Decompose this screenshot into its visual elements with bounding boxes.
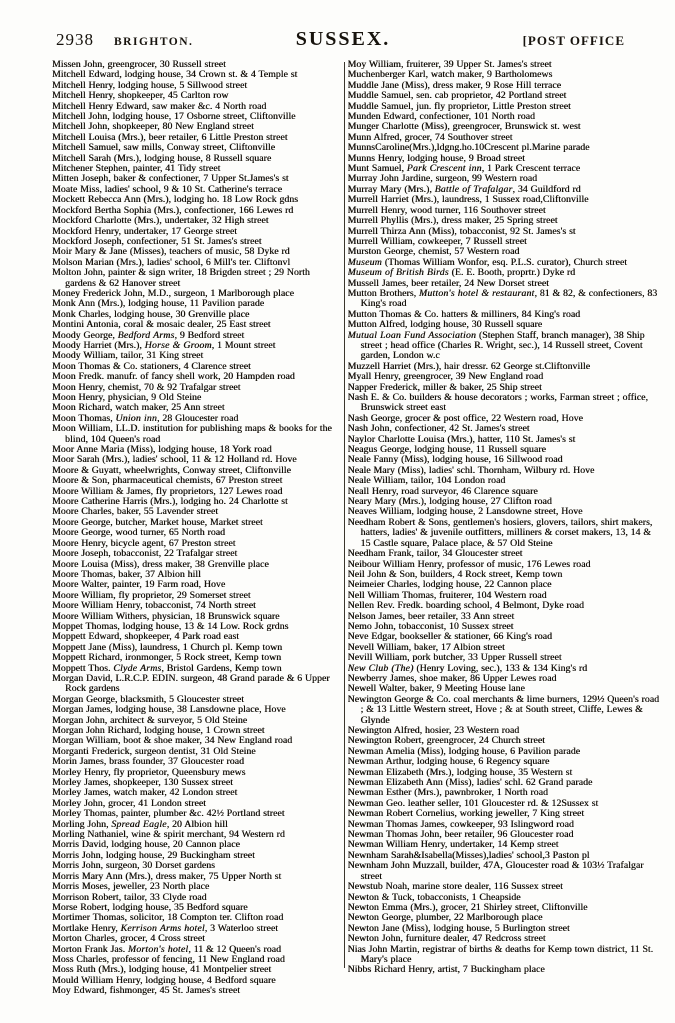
directory-entry: Museum (Thomas William Wonfor, esq. P.L.S. curator), Church street [347, 256, 627, 268]
directory-entry: Moore William & James, fly proprietors, 127 Lewes road [52, 485, 283, 497]
directory-entry: Munns Henry, lodging house, 9 Broad street [347, 152, 525, 164]
directory-entry: Mitchell Samuel, saw mills, Conway street, Cliftonville [52, 142, 276, 154]
directory-entry: Nibbs Richard Henry, artist, 7 Buckingham place [347, 964, 545, 976]
directory-entry: Morgan John Richard, lodging house, 1 Crown street [52, 725, 265, 736]
directory-entry: Mockett Rebecca Ann (Mrs.), lodging ho. 18 Low Rock gdns [52, 194, 299, 206]
directory-entry: Newell Walter, baker, 9 Meeting House lane [347, 683, 525, 695]
directory-entry: Morling Nathaniel, wine & spirit merchant, 94 Western rd [52, 829, 285, 841]
column-divider [344, 62, 345, 968]
directory-entry: Moss Ruth (Mrs.), lodging house, 41 Montpelier street [52, 964, 272, 976]
directory-entry: Murrell Harriet (Mrs.), laundress, 1 Sussex road,Cliftonville [347, 194, 589, 206]
directory-entry: Mitchener Stephen, painter, 41 Tidy street [52, 163, 221, 175]
directory-entry: Newman Elizabeth Ann (Miss), ladies' schl. 62 Grand parade [347, 777, 593, 789]
directory-entry: Morganti Frederick, surgeon dentist, 31 Old Steine [52, 745, 256, 757]
directory-entry: Mitchell Henry, lodging house, 5 Sillwood street [52, 79, 248, 91]
directory-entry: Morgan John, architect & surveyor, 5 Old Steine [52, 714, 248, 726]
directory-entry: Munn Alfred, grocer, 74 Southover street [347, 131, 513, 143]
directory-entry: Mutton Thomas & Co. hatters & milliners, 84 King's road [347, 308, 581, 320]
directory-entry: Mutual Loan Fund Association (Stephen Staff, branch manager), 38 Ship street ; head office (Charles R. Wright, sec.), 14 Russell street, Covent garden, London w.c [347, 329, 645, 362]
directory-entry: Molson Marian (Mrs.), ladies' school, 6 Mill's ter. Cliftonvl [52, 256, 291, 268]
directory-entry: Murston George, chemist, 57 Western road [347, 246, 520, 258]
directory-entry: Mitchell Henry, shopkeeper, 45 Carlton row [52, 90, 229, 102]
directory-entry: Nash George, grocer & post office, 22 Western road, Hove [347, 412, 583, 424]
directory-entry: Nelson James, beer retailer, 33 Ann street [347, 610, 515, 622]
directory-entry: Nell William Thomas, fruiterer, 104 Western road [347, 589, 547, 601]
directory-entry: Mockford Bertha Sophia (Mrs.), confectioner, 166 Lewes rd [52, 204, 294, 216]
directory-entry: Mortlake Henry, Kerrison Arms hotel, 3 Waterloo street [52, 922, 278, 934]
running-title-brighton: BRIGHTON. [114, 36, 194, 48]
directory-entry: Mitchell Sarah (Mrs.), lodging house, 8 Russell square [52, 152, 272, 164]
directory-entry: Newington Alfred, hosier, 23 Western road [347, 725, 520, 736]
directory-entry: Mussell James, beer retailer, 24 New Dorset street [347, 277, 549, 289]
directory-entry: Newton Jane (Miss), lodging house, 5 Burlington street [347, 922, 570, 934]
directory-entry: Newnham Sarah&Isabella(Misses),ladies' school,3 Paston pl [347, 849, 590, 861]
directory-entry: Morris Mary Ann (Mrs.), dress maker, 75 Upper North st [52, 870, 282, 882]
directory-entry: Murray John Jardine, surgeon, 99 Western road [347, 173, 538, 185]
directory-entry: Mould William Henry, lodging house, 4 Bedford square [52, 974, 276, 986]
directory-entry: MunnsCaroline(Mrs.),ldgng.ho.10Crescent pl.Marine parade [347, 142, 590, 154]
directory-entry: Moore Catherine Harris (Mrs.), lodging ho. 24 Charlotte st [52, 496, 288, 508]
directory-entry: Morton Charles, grocer, 4 Cross street [52, 933, 205, 945]
directory-entry: Munt Samuel, Park Crescent inn, 1 Park Crescent terrace [347, 163, 581, 175]
directory-entry: Mitchell Henry Edward, saw maker &c. 4 North road [52, 100, 267, 112]
directory-entry: Newman Thomas James, cowkeeper, 93 Islingword road [347, 818, 574, 830]
directory-entry: Morris John, surgeon, 30 Dorset gardens [52, 860, 215, 872]
directory-entry: Morrison Robert, tailor, 33 Clyde road [52, 891, 207, 903]
directory-entry: Moore Louisa (Miss), dress maker, 38 Grenville place [52, 558, 269, 570]
directory-entry: Moon Henry, physician, 9 Old Steine [52, 392, 202, 403]
directory-entry: Nash John, confectioner, 42 St. James's street [347, 423, 530, 435]
directory-entry: Morley Thomas, painter, plumber &c. 42½ Portland street [52, 808, 285, 820]
directory-entry: Murrell William, cowkeeper, 7 Russell street [347, 235, 527, 247]
directory-entry: Morley James, watch maker, 42 London street [52, 787, 238, 799]
directory-entry: Morris John, lodging house, 29 Buckingham street [52, 849, 255, 861]
directory-entry: Muddle Samuel, sen. cab proprietor, 42 Portland street [347, 90, 567, 102]
directory-entry: Newton Emma (Mrs.), grocer, 21 Shirley street, Cliftonville [347, 901, 588, 913]
directory-entry: Morse Robert, lodging house, 35 Bedford square [52, 901, 248, 913]
directory-entry: Newman Geo. leather seller, 101 Gloucester rd. & 12Sussex st [347, 797, 599, 809]
directory-entry: Monk Charles, lodging house, 30 Grenville place [52, 308, 250, 320]
directory-entry: Newstub Noah, marine store dealer, 116 Sussex street [347, 881, 563, 893]
directory-entry: Morley Henry, fly proprietor, Queensbury mews [52, 766, 246, 778]
directory-entry: Newman Elizabeth (Mrs.), lodging house, 35 Western st [347, 766, 573, 778]
directory-entry: Molton John, painter & sign writer, 18 Brigden street ; 29 North gardens & 62 Hanover street [52, 267, 310, 289]
directory-entry: Newman Esther (Mrs.), pawnbroker, 1 North road [347, 787, 548, 799]
directory-entry: Morin James, brass founder, 37 Gloucester road [52, 756, 244, 768]
directory-entry: Neve Edgar, bookseller & stationer, 66 King's road [347, 631, 552, 643]
directory-entry: Newberry James, shoe maker, 86 Upper Lewes road [347, 672, 557, 684]
directory-entry: Moon Fredk. manufr. of fancy shell work, 20 Hampden road [52, 371, 295, 383]
directory-entry: Moon Richard, watch maker, 25 Ann street [52, 402, 225, 414]
directory-entry: Nevell William, baker, 17 Albion street [347, 641, 505, 653]
directory-entry: Morton Frank Jas. Morton's hotel, 11 & 12 Queen's road [52, 943, 281, 955]
directory-entry: Moore Joseph, tobacconist, 22 Trafalgar street [52, 548, 238, 560]
directory-entry: Nevill William, pork butcher, 33 Upper Russell street [347, 652, 562, 664]
directory-entry: Moss Charles, professor of fencing, 11 New England road [52, 953, 285, 965]
directory-entry: Newton & Tuck, tobacconists, 1 Cheapside [347, 891, 521, 903]
directory-entry: Mortimer Thomas, solicitor, 18 Compton ter. Clifton road [52, 912, 284, 924]
directory-entry: Morley John, grocer, 41 London street [52, 797, 206, 809]
right-column [348, 60, 663, 1006]
directory-entry: Newman William Henry, undertaker, 14 Kemp street [347, 839, 559, 851]
directory-entry: Moir Mary & Jane (Misses), teachers of music, 58 Dyke rd [52, 246, 290, 258]
directory-entry: Morris Moses, jeweller, 23 North place [52, 881, 210, 893]
directory-entry: Naylor Charlotte Louisa (Mrs.), hatter, 110 St. James's st [347, 433, 576, 445]
directory-entry: Muchenberger Karl, watch maker, 9 Bartholomews [347, 69, 553, 81]
directory-entry: Muzzell Harriet (Mrs.), hair dressr. 62 George st.Cliftonville [347, 360, 591, 372]
directory-entry: Needham Robert & Sons, gentlemen's hosiers, glovers, tailors, shirt makers, hatters, ladies' & juvenile outfitters, milliners & corset makers, 13, 14 & 15 Castle square, Palace place, & 57 Old Steine [347, 516, 653, 549]
directory-entry: Nash E. & Co. builders & house decorators ; works, Farman street ; office, Brunswick street east [347, 392, 648, 414]
directory-entry: Moore Charles, baker, 55 Lavender street [52, 506, 219, 518]
directory-entry: Neil John & Son, builders, 4 Rock street, Kemp town [347, 568, 563, 580]
directory-entry: Moore George, wood turner, 65 North road [52, 527, 225, 539]
directory-entry: Newnham John Muzzall, builder, 47A, Gloucester road & 103½ Trafalgar street [347, 860, 644, 882]
directory-entry: Moody William, tailor, 31 King street [52, 350, 204, 362]
directory-entry: Newman Arthur, lodging house, 6 Regency square [347, 756, 550, 768]
directory-entry: Missen John, greengrocer, 30 Russell street [52, 60, 226, 70]
directory-entry: Neary Mary (Mrs.), lodging house, 27 Clifton road [347, 496, 552, 508]
directory-entry: Moore & Guyatt, wheelwrights, Conway street, Cliftonville [52, 464, 291, 476]
directory-entry: Morgan David, L.R.C.P. EDIN. surgeon, 48 Grand parade & 6 Upper Rock gardens [52, 672, 330, 695]
directory-entry: Moore William, fly proprietor, 29 Somerset street [52, 589, 251, 601]
directory-entry: Mutton Alfred, lodging house, 30 Russell square [347, 319, 543, 331]
directory-entry: Moore Thomas, baker, 37 Albion hill [52, 568, 201, 580]
directory-entry: Munger Charlotte (Miss), greengrocer, Brunswick st. west [347, 121, 581, 133]
directory-entry: Murray Mary (Mrs.), Battle of Trafalgar, 34 Guildford rd [347, 183, 581, 195]
directory-entry: Moore George, butcher, Market house, Market street [52, 516, 263, 528]
directory-entry: Newman Thomas John, beer retailer, 96 Gloucester road [347, 829, 574, 841]
directory-entry: Newington George & Co. coal merchants & lime burners, 129½ Queen's road ; & 13 Little Western street, Hove ; & at South street, Cliffe, Lewes & Glynde [347, 693, 660, 726]
directory-entry: Monk Ann (Mrs.), lodging house, 11 Pavilion parade [52, 298, 265, 310]
directory-entry: Nias John Martin, registrar of births & deaths for Kemp town district, 11 St. Mary's place [347, 943, 654, 965]
directory-entry: Moon Henry, chemist, 70 & 92 Trafalgar street [52, 381, 241, 393]
directory-entry: Napper Frederick, miller & baker, 25 Ship street [347, 381, 542, 393]
directory-entry: Mitchell Louisa (Mrs.), beer retailer, 6 Little Preston street [52, 131, 288, 143]
directory-entry: Moore William Withers, physician, 18 Brunswick square [52, 610, 280, 622]
directory-entry: Mitten Joseph, baker & confectioner, 7 Upper St.James's st [52, 173, 289, 185]
running-title-post-office: [POST OFFICE [522, 33, 625, 48]
directory-entry: Moy William, fruiterer, 39 Upper St. James's street [347, 60, 552, 70]
directory-entry: Neall Henry, road surveyor, 46 Clarence square [347, 485, 538, 497]
directory-entry: Needham Frank, tailor, 34 Gloucester street [347, 548, 523, 560]
directory-entry: Neagus George, lodging house, 11 Russell square [347, 444, 546, 456]
directory-entry: Moppett Richard, ironmonger, 5 Rock street, Kemp town [52, 652, 282, 664]
directory-entry: Moon Thomas & Co. stationers, 4 Clarence street [52, 360, 251, 372]
directory-entry: Neimeier Charles, lodging house, 22 Cannon place [347, 579, 552, 591]
directory-entry: Moore Walter, painter, 19 Farm road, Hove [52, 579, 226, 591]
directory-entry: Nemo John, tobacconist, 10 Sussex street [347, 620, 514, 632]
directory-entry: Morgan George, blacksmith, 5 Gloucester street [52, 693, 244, 705]
directory-entry: Money Frederick John, M.D., surgeon, 1 Marlborough place [52, 287, 294, 299]
directory-entry: Moody George, Bedford Arms, 9 Bedford street [52, 329, 245, 341]
running-title-sussex: SUSSEX. [295, 28, 391, 50]
directory-entry: Murrell Phyllis (Mrs.), dress maker, 25 Spring street [347, 215, 558, 227]
directory-entry: Nellen Rev. Fredk. boarding school, 4 Belmont, Dyke road [347, 600, 584, 612]
directory-entry: Morgan William, boot & shoe maker, 34 New England road [52, 735, 293, 747]
directory-entry: Moppett Jane (Miss), laundress, 1 Church pl. Kemp town [52, 641, 283, 653]
directory-entry: Mockford Henry, undertaker, 17 George street [52, 225, 238, 237]
directory-entry: Neibour William Henry, professor of music, 176 Lewes road [347, 558, 591, 570]
directory-entry: Moate Miss, ladies' school, 9 & 10 St. Catherine's terrace [52, 183, 283, 195]
directory-entry: Murrell Henry, wood turner, 116 Southover street [347, 204, 546, 216]
directory-entry: Museum of British Birds (E. E. Booth, proprtr.) Dyke rd [347, 267, 576, 279]
directory-entry: Myall Henry, greengrocer, 39 New England road [347, 371, 544, 383]
directory-entry: Moon Thomas, Union inn, 28 Gloucester road [52, 412, 239, 424]
directory-entry: Morley James, shopkeeper, 130 Sussex street [52, 777, 233, 789]
directory-entry: Neale Mary (Miss), ladies' schl. Thornham, Wilbury rd. Hove [347, 464, 595, 476]
directory-entry: Moppett Thos. Clyde Arms, Bristol Gardens, Kemp town [52, 662, 282, 674]
directory-entry: Moore Henry, bicycle agent, 67 Preston street [52, 537, 236, 549]
directory-entry: Moor Anne Maria (Miss), lodging house, 18 York road [52, 444, 272, 456]
directory-entry: Moore & Son, pharmaceutical chemists, 67 Preston street [52, 475, 283, 487]
directory-entry: Newton John, furniture dealer, 47 Redcross street [347, 933, 546, 945]
directory-entry: Newton George, plumber, 22 Marlborough place [347, 912, 543, 924]
directory-entry: Mutton Brothers, Mutton's hotel & restaurant, 81 & 82, & confectioners, 83 King's road [347, 287, 658, 310]
directory-entry: Morgan James, lodging house, 38 Lansdowne place, Hove [52, 704, 286, 716]
directory-entry: Moppet Thomas, lodging house, 13 & 14 Low. Rock grdns [52, 620, 289, 632]
directory-entry: Muddle Samuel, jun. fly proprietor, Little Preston street [347, 100, 571, 112]
directory-entry: Moon William, LL.D. institution for publishing maps & books for the blind, 104 Queen's road [52, 423, 332, 445]
directory-entry: Neale William, tailor, 104 London road [347, 475, 506, 487]
directory-entry: Newman Robert Cornelius, working jeweller, 7 King street [347, 808, 585, 820]
directory-entry: New Club (The) (Henry Loving, sec.), 133 & 134 King's rd [347, 662, 588, 674]
directory-entry: Mockford Charlotte (Mrs.), undertaker, 32 High street [52, 215, 269, 227]
directory-entry: Moy Edward, fishmonger, 45 St. James's street [52, 985, 240, 997]
directory-entry: Newington Robert, greengrocer, 24 Church street [347, 735, 545, 747]
directory-entry: Moor Sarah (Mrs.), ladies' school, 11 & 12 Holland rd. Hove [52, 454, 297, 466]
directory-entry: Newman Amelia (Miss), lodging house, 6 Pavilion parade [347, 745, 581, 757]
directory-entry: Mitchell John, shopkeeper, 80 New England street [52, 121, 254, 133]
directory-entry: Moore William Henry, tobacconist, 74 North street [52, 600, 256, 612]
directory-entry: Mitchell Edward, lodging house, 34 Crown st. & 4 Temple st [52, 69, 298, 81]
directory-entry: Muddle Jane (Miss), dress maker, 9 Rose Hill terrace [347, 79, 562, 91]
directory-entry: Moppett Edward, shopkeeper, 4 Park road east [52, 631, 239, 643]
directory-entry: Mockford Joseph, confectioner, 51 St. James's street [52, 235, 262, 247]
directory-entry: Morris David, lodging house, 20 Cannon place [52, 839, 240, 851]
page-header [0, 0, 675, 51]
directory-entry: Morling John, Spread Eagle, 20 Albion hill [52, 818, 228, 830]
directory-columns [0, 60, 675, 1006]
directory-entry: Munden Edward, confectioner, 101 North road [347, 111, 535, 123]
directory-entry: Mitchell John, lodging house, 17 Osborne street, Cliftonville [52, 111, 296, 123]
page-number: 2938 [56, 30, 94, 49]
left-column [52, 60, 341, 1006]
directory-entry: Murrell Thirza Ann (Miss), tobacconist, 92 St. James's st [347, 225, 576, 237]
directory-entry: Neale Fanny (Miss), lodging house, 16 Sillwood road [347, 454, 563, 466]
directory-entry: Montini Antonia, coral & mosaic dealer, 25 East street [52, 319, 271, 331]
directory-entry: Moody Harriet (Mrs.), Horse & Groom, 1 Mount street [52, 339, 276, 351]
directory-entry: Neaves William, lodging house, 2 Lansdowne street, Hove [347, 506, 583, 518]
